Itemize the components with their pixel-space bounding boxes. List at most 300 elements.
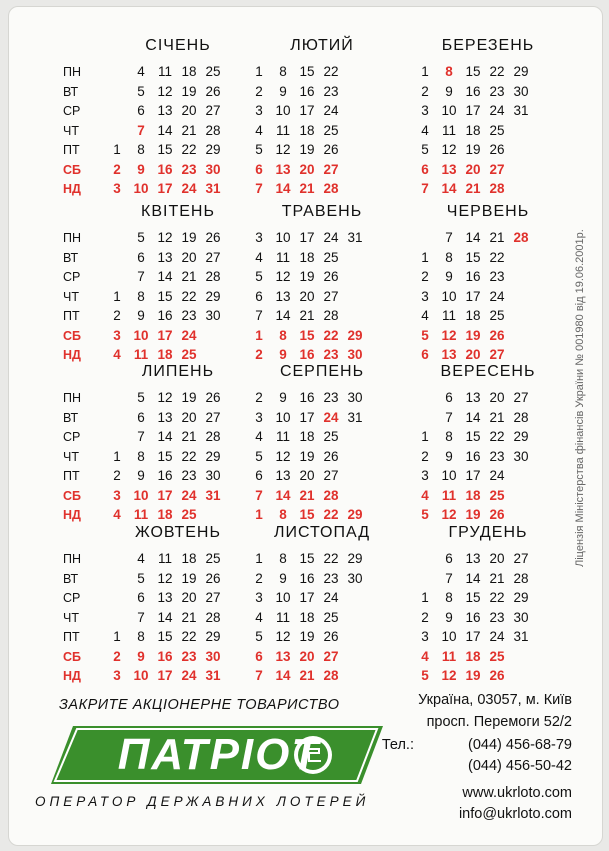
month-block: [57, 37, 227, 196]
calendar-day: 6: [445, 390, 453, 405]
calendar-day: 12: [157, 390, 173, 405]
calendar-day: 19: [299, 142, 315, 157]
calendar-day: 2: [421, 448, 429, 464]
calendar-day: 10: [275, 409, 291, 425]
calendar-day: 24: [181, 327, 197, 343]
calendar-day: 4: [421, 487, 429, 503]
calendar-day: 27: [323, 161, 339, 177]
calendar-day: 21: [299, 668, 315, 683]
calendar-day: 9: [279, 83, 287, 99]
month-block: [413, 524, 583, 683]
calendar-day: 15: [157, 629, 173, 644]
calendar-day: 7: [137, 609, 145, 625]
day-label: СР: [63, 591, 81, 605]
calendar-day: 10: [441, 103, 457, 118]
calendar-day: 26: [323, 629, 339, 644]
calendar-day: 17: [465, 468, 481, 483]
calendar-day: 13: [275, 161, 291, 177]
calendar-day: 18: [465, 308, 481, 323]
calendar-day: 8: [137, 288, 145, 304]
calendar-day: 16: [465, 448, 481, 464]
calendar-day: 28: [205, 429, 221, 444]
calendar-card: [8, 6, 603, 846]
calendar-day: 21: [299, 308, 315, 323]
calendar-day: 4: [137, 64, 145, 79]
calendar-day: 16: [299, 83, 315, 99]
month-block: [413, 203, 583, 362]
calendar-day: 9: [445, 269, 453, 284]
calendar-day: 27: [323, 288, 339, 304]
calendar-day: 26: [489, 142, 505, 157]
calendar-day: 9: [445, 448, 453, 464]
calendar-day: 26: [323, 269, 339, 284]
calendar-day: 21: [181, 609, 197, 625]
calendar-day: 8: [279, 64, 287, 79]
calendar-day: 28: [513, 570, 529, 586]
calendar-day: 18: [299, 122, 315, 138]
calendar-day: 4: [255, 249, 263, 265]
calendar-day: 4: [113, 507, 121, 522]
calendar-day: 18: [157, 347, 173, 362]
calendar-day: 10: [275, 230, 291, 245]
calendar-day: 22: [181, 288, 197, 304]
calendar-day: 28: [323, 308, 339, 323]
calendar-day: 29: [205, 142, 221, 157]
email-link[interactable]: info@ukrloto.com: [458, 806, 572, 822]
calendar-day: 29: [347, 551, 363, 566]
calendar-day: 14: [275, 308, 291, 323]
calendar-day: 3: [421, 103, 429, 118]
calendar-day: 21: [465, 181, 481, 196]
calendar-day: 5: [137, 390, 145, 405]
calendar-day: 30: [205, 308, 221, 323]
month-block: [57, 203, 227, 362]
calendar-day: 26: [489, 668, 505, 683]
calendar-day: 28: [323, 181, 339, 196]
calendar-day: 26: [205, 570, 221, 586]
day-label: ПТ: [63, 630, 80, 644]
calendar-day: 18: [299, 609, 315, 625]
calendar-day: 21: [489, 230, 505, 245]
calendar-day: 1: [113, 629, 121, 644]
calendar-day: 11: [133, 507, 149, 522]
calendar-day: 4: [137, 551, 145, 566]
calendar-day: 29: [205, 448, 221, 464]
calendar-day: 25: [205, 64, 221, 79]
calendar-day: 5: [255, 448, 263, 464]
calendar-day: 8: [279, 507, 287, 522]
calendar-day: 24: [323, 409, 339, 425]
calendar-day: 13: [275, 648, 291, 664]
calendar-day: 9: [445, 609, 453, 625]
calendar-day: 27: [489, 347, 505, 362]
calendar-day: 29: [513, 590, 529, 605]
calendar-day: 7: [137, 122, 145, 138]
calendar-day: 14: [465, 409, 481, 425]
calendar-day: 1: [255, 551, 263, 566]
calendar-day: 5: [137, 83, 145, 99]
month-name: ЖОВТЕНЬ: [135, 524, 221, 541]
calendar-day: 27: [205, 103, 221, 118]
calendar-day: 14: [275, 487, 291, 503]
calendar-day: 9: [137, 308, 145, 323]
calendar-day: 24: [323, 103, 339, 118]
calendar-day: 6: [255, 648, 263, 664]
calendar-day: 12: [275, 269, 291, 284]
calendar-day: 10: [275, 590, 291, 605]
calendar-day: 23: [489, 609, 505, 625]
calendar-day: 7: [255, 668, 263, 683]
calendar-day: 18: [181, 551, 197, 566]
calendar-day: 15: [157, 448, 173, 464]
calendar-day: 26: [205, 83, 221, 99]
month-name: БЕРЕЗЕНЬ: [441, 37, 535, 54]
calendar-day: 3: [113, 327, 121, 343]
calendar-day: 29: [347, 327, 363, 343]
calendar-day: 20: [489, 390, 505, 405]
calendar-day: 7: [137, 269, 145, 284]
calendar-day: 15: [465, 429, 481, 444]
calendar-day: 27: [205, 590, 221, 605]
calendar-day: 7: [445, 230, 453, 245]
calendar-day: 2: [421, 609, 429, 625]
calendar-day: 3: [255, 590, 263, 605]
day-label: ПТ: [63, 143, 80, 157]
calendar-day: 11: [275, 122, 290, 138]
calendar-day: 30: [347, 347, 363, 362]
calendar-day: 29: [513, 429, 529, 444]
calendar-day: 15: [157, 288, 173, 304]
calendar-day: 4: [255, 609, 263, 625]
calendar-day: 17: [157, 181, 173, 196]
company-type: ЗАКРИТЕ АКЦІОНЕРНЕ ТОВАРИСТВО: [59, 697, 340, 713]
calendar-day: 14: [465, 230, 481, 245]
calendar-day: 4: [255, 429, 263, 444]
calendar-day: 14: [157, 122, 173, 138]
calendar-day: 7: [445, 409, 453, 425]
calendar-day: 23: [181, 648, 197, 664]
calendar-day: 12: [441, 142, 457, 157]
calendar-day: 19: [299, 448, 315, 464]
day-label: НД: [63, 508, 81, 522]
calendar-day: 17: [157, 668, 173, 683]
calendar-day: 10: [441, 468, 457, 483]
calendar-day: 3: [113, 181, 121, 196]
calendar-day: 30: [347, 570, 363, 586]
calendar-day: 9: [137, 468, 145, 483]
calendar-day: 1: [113, 288, 121, 304]
calendar-day: 11: [441, 122, 456, 138]
calendar-day: 6: [255, 288, 263, 304]
calendar-day: 28: [205, 269, 221, 284]
calendar-day: 26: [489, 507, 505, 522]
calendar-day: 11: [157, 64, 172, 79]
calendar-day: 27: [513, 551, 529, 566]
calendar-day: 12: [157, 570, 173, 586]
calendar-day: 18: [465, 122, 481, 138]
calendar-day: 1: [113, 142, 121, 157]
calendar-day: 13: [157, 590, 173, 605]
calendar-day: 6: [445, 551, 453, 566]
calendar-day: 23: [181, 308, 197, 323]
month-name: ЛИПЕНЬ: [141, 363, 215, 380]
calendar-day: 13: [157, 409, 173, 425]
calendar-day: 17: [299, 409, 315, 425]
calendar-day: 8: [279, 551, 287, 566]
calendar-day: 1: [421, 590, 429, 605]
calendar-day: 19: [181, 390, 197, 405]
month-name: ЛЮТИЙ: [290, 37, 354, 54]
calendar-day: 18: [181, 64, 197, 79]
calendar-day: 25: [323, 122, 339, 138]
calendar-day: 28: [513, 409, 529, 425]
calendar-day: 3: [255, 230, 263, 245]
calendar-day: 17: [299, 230, 315, 245]
calendar-day: 23: [181, 468, 197, 483]
calendar-day: 20: [181, 249, 197, 265]
calendar-day: 25: [323, 429, 339, 444]
calendar-day: 11: [275, 609, 290, 625]
logo-text: ПАТРІОТ: [117, 730, 321, 779]
calendar-day: 19: [465, 507, 481, 522]
calendar-day: 24: [323, 590, 339, 605]
calendar-day: 19: [465, 327, 481, 343]
calendar-day: 18: [299, 429, 315, 444]
calendar-day: 27: [513, 390, 529, 405]
month-block: [413, 37, 583, 196]
calendar-day: 25: [181, 347, 197, 362]
calendar-day: 24: [489, 288, 505, 304]
calendar-day: 15: [299, 327, 315, 343]
calendar-day: 10: [133, 327, 149, 343]
calendar-day: 4: [421, 648, 429, 664]
calendar-day: 28: [323, 487, 339, 503]
calendar-day: 5: [255, 142, 263, 157]
day-label: ЧТ: [63, 610, 79, 625]
calendar-day: 22: [489, 590, 505, 605]
calendar-day: 29: [513, 64, 529, 79]
calendar-day: 20: [465, 347, 481, 362]
calendar-day: 15: [299, 64, 315, 79]
calendar-day: 10: [441, 288, 457, 304]
calendar-day: 2: [113, 648, 121, 664]
calendar-day: 13: [441, 347, 457, 362]
calendar-day: 4: [255, 122, 263, 138]
calendar-day: 19: [181, 83, 197, 99]
calendar-day: 30: [347, 390, 363, 405]
month-name: ГРУДЕНЬ: [448, 524, 528, 541]
calendar-day: 26: [323, 448, 339, 464]
day-label: ПН: [63, 391, 82, 405]
calendar-day: 16: [157, 648, 173, 664]
calendar-day: 9: [279, 347, 287, 362]
day-label: ПН: [63, 65, 82, 79]
calendar-day: 27: [205, 409, 221, 425]
calendar-day: 25: [489, 308, 505, 323]
calendar-day: 21: [489, 409, 505, 425]
calendar-day: 6: [421, 347, 429, 362]
calendar-day: 25: [489, 122, 505, 138]
calendar-day: 15: [465, 590, 481, 605]
month-block: [247, 203, 417, 362]
calendar-day: 30: [513, 448, 529, 464]
calendar-day: 6: [137, 409, 145, 425]
month-name: ВЕРЕСЕНЬ: [440, 363, 536, 380]
calendar-day: 8: [137, 142, 145, 157]
calendar-day: 27: [489, 161, 505, 177]
calendar-day: 24: [181, 181, 197, 196]
month-name: КВІТЕНЬ: [141, 203, 215, 220]
calendar-day: 31: [347, 230, 363, 245]
calendar-day: 14: [275, 668, 291, 683]
calendar-day: 7: [255, 308, 263, 323]
calendar-day: 28: [513, 230, 529, 245]
calendar-day: 5: [137, 570, 145, 586]
calendar-day: 17: [299, 103, 315, 118]
phone-label: Тел.:: [381, 737, 414, 753]
calendar-day: 28: [323, 668, 339, 683]
calendar-day: 12: [275, 629, 291, 644]
calendar-day: 19: [465, 668, 481, 683]
day-label: СБ: [63, 328, 82, 343]
calendar-day: 7: [255, 487, 263, 503]
calendar-day: 19: [465, 142, 481, 157]
calendar-day: 22: [323, 507, 339, 522]
calendar-day: 20: [299, 648, 315, 664]
calendar-day: 23: [323, 83, 339, 99]
calendar-day: 23: [489, 448, 505, 464]
calendar-day: 3: [113, 487, 121, 503]
day-label: ПН: [63, 552, 82, 566]
calendar-day: 12: [157, 83, 173, 99]
calendar-day: 7: [445, 570, 453, 586]
calendar-day: 9: [279, 390, 287, 405]
calendar-day: 25: [489, 648, 505, 664]
day-label: ЧТ: [63, 449, 79, 464]
calendar-day: 11: [275, 249, 290, 265]
calendar-day: 24: [489, 629, 505, 644]
calendar-day: 12: [441, 668, 457, 683]
calendar-day: 22: [489, 249, 505, 265]
calendar-day: 18: [465, 487, 481, 503]
calendar-day: 20: [181, 590, 197, 605]
calendar-day: 9: [279, 570, 287, 586]
calendar-day: 25: [323, 609, 339, 625]
calendar-day: 14: [157, 429, 173, 444]
calendar-day: 1: [255, 507, 263, 522]
day-label: СР: [63, 430, 81, 444]
calendar-day: 31: [205, 668, 221, 683]
calendar-day: 21: [299, 181, 315, 196]
calendar-day: 11: [441, 308, 456, 323]
calendar-day: 9: [137, 648, 145, 664]
calendar-day: 16: [465, 83, 481, 99]
calendar-day: 13: [157, 103, 173, 118]
calendar-day: 2: [255, 83, 263, 99]
calendar-day: 20: [489, 551, 505, 566]
calendar-day: 18: [157, 507, 173, 522]
calendar-day: 21: [489, 570, 505, 586]
calendar-day: 6: [137, 590, 145, 605]
calendar-day: 2: [113, 308, 121, 323]
calendar-day: 30: [205, 468, 221, 483]
calendar-day: 27: [323, 648, 339, 664]
calendar-day: 8: [445, 429, 453, 444]
month-name: СІЧЕНЬ: [145, 37, 211, 54]
calendar-day: 22: [181, 448, 197, 464]
calendar-day: 11: [133, 347, 149, 362]
calendar-day: 16: [299, 390, 315, 405]
calendar-day: 7: [137, 429, 145, 444]
calendar-day: 22: [323, 327, 339, 343]
calendar-day: 15: [299, 507, 315, 522]
calendar-day: 4: [421, 122, 429, 138]
calendar-day: 15: [465, 64, 481, 79]
calendar-day: 13: [275, 468, 291, 483]
calendar-day: 12: [275, 448, 291, 464]
calendar-day: 6: [255, 468, 263, 483]
calendar-day: 1: [421, 429, 429, 444]
calendar-day: 16: [299, 570, 315, 586]
calendar-day: 20: [299, 161, 315, 177]
calendar-day: 12: [157, 230, 173, 245]
calendar-day: 3: [255, 409, 263, 425]
calendar-day: 8: [445, 249, 453, 265]
calendar-day: 27: [323, 468, 339, 483]
calendar-day: 30: [205, 648, 221, 664]
calendar-day: 5: [255, 629, 263, 644]
calendar-day: 28: [205, 122, 221, 138]
month-name: СЕРПЕНЬ: [279, 363, 365, 380]
day-label: ПТ: [63, 309, 80, 323]
calendar-day: 22: [489, 429, 505, 444]
calendar-day: 23: [181, 161, 197, 177]
calendar-day: 23: [489, 83, 505, 99]
calendar-day: 13: [441, 161, 457, 177]
calendar-day: 6: [137, 103, 145, 118]
calendar-day: 23: [323, 347, 339, 362]
calendar-day: 16: [157, 308, 173, 323]
calendar-day: 22: [323, 64, 339, 79]
calendar-day: 18: [299, 249, 315, 265]
calendar-day: 31: [205, 181, 221, 196]
calendar-day: 21: [181, 269, 197, 284]
calendar-day: 6: [255, 161, 263, 177]
calendar-day: 3: [113, 668, 121, 683]
day-label: ЧТ: [63, 123, 79, 138]
day-label: НД: [63, 182, 81, 196]
calendar-day: 23: [323, 390, 339, 405]
calendar-day: 22: [181, 142, 197, 157]
calendar-day: 31: [513, 103, 529, 118]
calendar-day: 19: [299, 269, 315, 284]
calendar-day: 11: [441, 648, 457, 664]
calendar-day: 13: [465, 551, 481, 566]
calendar-day: 5: [421, 507, 429, 522]
calendar-day: 30: [205, 161, 221, 177]
calendar-day: 16: [157, 161, 173, 177]
calendar-day: 14: [157, 609, 173, 625]
calendar-day: 10: [133, 181, 149, 196]
month-block: [413, 363, 583, 522]
day-label: СБ: [63, 488, 82, 503]
calendar-day: 30: [513, 83, 529, 99]
calendar-day: 13: [275, 288, 291, 304]
calendar-day: 19: [299, 629, 315, 644]
calendar-day: 4: [421, 308, 429, 323]
address-line2: просп. Перемоги 52/2: [426, 714, 572, 730]
website-link[interactable]: www.ukrloto.com: [462, 785, 572, 801]
